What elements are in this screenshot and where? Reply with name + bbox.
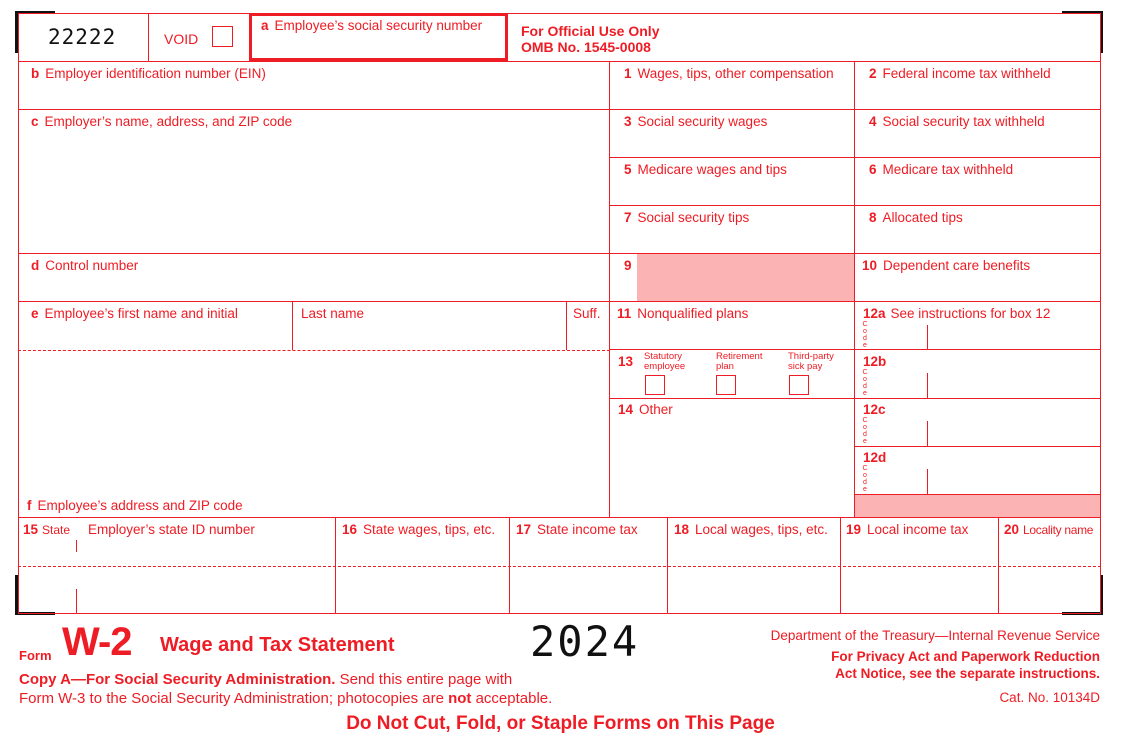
- box-d-text: Control number: [45, 258, 139, 273]
- box-3-text: Social security wages: [637, 114, 768, 129]
- box-12b-num: 12b: [863, 354, 887, 369]
- box-18-num: 18: [674, 522, 690, 537]
- box-7-num: 7: [624, 210, 632, 225]
- box-19-label: [846, 522, 968, 538]
- footer-copy-line2: [19, 690, 552, 707]
- box-f-text: Employee’s address and ZIP code: [37, 498, 243, 513]
- box-10-num: 10: [862, 258, 878, 273]
- omb-number: OMB No. 1545-0008: [521, 39, 651, 55]
- line-r12c: [854, 398, 1101, 399]
- box-12d-shade: [855, 495, 1100, 517]
- box-12a-code-label: C o d e: [862, 321, 868, 349]
- box-1-text: Wages, tips, other compensation: [637, 66, 834, 81]
- box-e-letter: e: [31, 306, 39, 321]
- box-15-num: 15: [23, 522, 39, 537]
- box-2-label: [869, 66, 1051, 82]
- box-5-text: Medicare wages and tips: [637, 162, 787, 177]
- box-a-text: Employee’s social security number: [274, 18, 483, 33]
- footer-privacy-line2: Act Notice, see the separate instructions.: [835, 666, 1100, 681]
- box-12d-code-label: C o d e: [862, 465, 868, 493]
- line-right-col: [854, 61, 855, 517]
- line-right: [1100, 13, 1101, 613]
- box-b-label: [31, 66, 266, 82]
- box-17-text: State income tax: [537, 522, 638, 537]
- line-d-bottom: [18, 301, 1101, 302]
- box-c-label: [31, 114, 292, 130]
- line-bottom: [18, 613, 1101, 614]
- box-20-label: [1004, 522, 1093, 538]
- box-18-label: [674, 522, 828, 538]
- box-9-num: 9: [624, 258, 632, 273]
- box-d-label: [31, 258, 138, 274]
- box-13-retirement-label: Retirement plan: [716, 351, 763, 372]
- footer-title: Wage and Tax Statement: [160, 634, 395, 656]
- footer-do-not-cut: Do Not Cut, Fold, or Staple Forms on This Page: [346, 713, 775, 734]
- box-12a-code-divider: [927, 325, 928, 349]
- box-9-label: [624, 258, 638, 274]
- box-12b-code-divider: [927, 373, 928, 398]
- footer-copy-not: not: [448, 690, 472, 707]
- box-11-num: 11: [617, 306, 632, 321]
- official-use-label: For Official Use Only: [521, 23, 660, 39]
- box-c-text: Employer’s name, address, and ZIP code: [44, 114, 293, 129]
- line-e-div2: [566, 301, 567, 350]
- box-16-text: State wages, tips, etc.: [363, 522, 496, 537]
- line-state-div-17: [509, 517, 510, 613]
- box-17-num: 17: [516, 522, 532, 537]
- box-10-label: [862, 258, 1030, 274]
- footer-form-name: W-2: [62, 620, 132, 664]
- box-12a-label: [863, 306, 1050, 322]
- line-state-div-20: [998, 517, 999, 613]
- box-b-letter: b: [31, 66, 40, 81]
- footer-cat-number: Cat. No. 10134D: [999, 690, 1100, 705]
- box-12b-code-label: C o d e: [862, 369, 868, 397]
- box-15-employer-id-label: Employer’s state ID number: [88, 522, 255, 537]
- footer-copy-line1: [19, 671, 512, 688]
- box-c-letter: c: [31, 114, 39, 129]
- box-2-num: 2: [869, 66, 877, 81]
- line-top: [18, 13, 1101, 14]
- line-f-bottom: [18, 517, 1101, 518]
- line-header-div1: [148, 13, 149, 61]
- box-16-num: 16: [342, 522, 358, 537]
- footer-privacy-line1: For Privacy Act and Paperwork Reduction: [831, 649, 1100, 664]
- line-state-div-15b: [76, 589, 77, 613]
- box-2-text: Federal income tax withheld: [882, 66, 1051, 81]
- line-state-div-15a: [76, 540, 77, 552]
- line-b-bottom: [18, 109, 1101, 110]
- box-8-num: 8: [869, 210, 877, 225]
- box-12d-label: [863, 450, 892, 466]
- box-14-text: Other: [639, 402, 673, 417]
- line-state-dashed: [18, 566, 1101, 567]
- box-13-retirement-checkbox[interactable]: [716, 375, 736, 395]
- box-14-label: [618, 402, 673, 418]
- box-12c-code-divider: [927, 421, 928, 446]
- box-17-label: [516, 522, 638, 538]
- box-4-text: Social security tax withheld: [882, 114, 1045, 129]
- box-e-suff-label: Suff.: [573, 306, 601, 321]
- box-9-shade: [637, 254, 854, 301]
- box-8-label: [869, 210, 963, 226]
- line-header-bottom: [18, 61, 1101, 62]
- box-12c-label: [863, 402, 892, 418]
- box-4-num: 4: [869, 114, 877, 129]
- box-1-num: 1: [624, 66, 632, 81]
- box-8-text: Allocated tips: [882, 210, 963, 225]
- footer-year: 2024: [530, 617, 640, 666]
- box-3-num: 3: [624, 114, 632, 129]
- line-c-bottom: [18, 253, 610, 254]
- box-e-text: Employee’s first name and initial: [44, 306, 238, 321]
- line-state-div-18: [667, 517, 668, 613]
- box-f-letter: f: [27, 498, 32, 513]
- box-e-first-label: [31, 306, 238, 322]
- box-6-label: [869, 162, 1013, 178]
- footer-form-word: Form: [19, 648, 52, 663]
- box-11-text: Nonqualified plans: [637, 306, 749, 321]
- box-10-text: Dependent care benefits: [883, 258, 1031, 273]
- box-5-num: 5: [624, 162, 632, 177]
- line-r5: [609, 205, 1101, 206]
- box-6-num: 6: [869, 162, 877, 177]
- line-state-div-16: [335, 517, 336, 613]
- box-15-text: State: [42, 523, 71, 537]
- box-13-thirdparty-label: Third-party sick pay: [788, 351, 834, 372]
- box-6-text: Medicare tax withheld: [882, 162, 1014, 177]
- box-12d-code-divider: [927, 469, 928, 494]
- line-state-div-19: [840, 517, 841, 613]
- box-13-statutory-checkbox[interactable]: [645, 375, 665, 395]
- footer-copy-bold: Copy A—For Social Security Administration.: [19, 671, 336, 688]
- void-checkbox[interactable]: [212, 26, 233, 47]
- form-code: 22222: [48, 25, 117, 49]
- box-3-label: [624, 114, 767, 130]
- box-1-label: [624, 66, 834, 82]
- box-12c-code-label: C o d e: [862, 417, 868, 445]
- box-12b-label: [863, 354, 892, 370]
- box-a-letter: a: [261, 18, 269, 33]
- line-r13: [609, 398, 854, 399]
- box-19-num: 19: [846, 522, 862, 537]
- footer-copy-rest: Send this entire page with: [335, 671, 513, 688]
- line-mid: [609, 61, 610, 517]
- box-12d-num: 12d: [863, 450, 887, 465]
- line-r3: [609, 157, 1101, 158]
- box-a-label: [261, 18, 482, 34]
- line-left: [18, 13, 19, 613]
- box-20-text: Locality name: [1023, 523, 1094, 537]
- box-15-label: [23, 522, 70, 538]
- box-16-label: [342, 522, 495, 538]
- footer-dept: Department of the Treasury—Internal Revenue Service: [770, 628, 1100, 643]
- box-5-label: [624, 162, 787, 178]
- box-13-thirdparty-checkbox[interactable]: [789, 375, 809, 395]
- box-7-text: Social security tips: [637, 210, 750, 225]
- box-20-num: 20: [1004, 522, 1020, 537]
- box-13-num: 13: [618, 354, 634, 369]
- box-f-label: [27, 498, 243, 514]
- box-14-num: 14: [618, 402, 634, 417]
- void-label: VOID: [164, 31, 199, 47]
- box-e-last-label: Last name: [301, 306, 365, 321]
- box-11-label: [617, 306, 748, 322]
- box-4-label: [869, 114, 1045, 130]
- box-b-text: Employer identification number (EIN): [45, 66, 266, 81]
- footer-copy-line2a: Form W-3 to the Social Security Administration; photocopies are: [19, 690, 449, 707]
- line-r12d: [854, 446, 1101, 447]
- box-12a-text: See instructions for box 12: [890, 306, 1051, 321]
- line-e-div1: [292, 301, 293, 350]
- box-12a-num: 12a: [863, 306, 886, 321]
- box-19-text: Local income tax: [867, 522, 969, 537]
- box-18-text: Local wages, tips, etc.: [695, 522, 828, 537]
- line-e-dashed: [18, 350, 610, 351]
- box-7-label: [624, 210, 749, 226]
- box-12c-num: 12c: [863, 402, 886, 417]
- box-13-statutory-label: Statutory employee: [644, 351, 686, 372]
- footer-copy-line2b: acceptable.: [471, 690, 553, 707]
- line-r11: [609, 349, 1101, 350]
- box-d-letter: d: [31, 258, 40, 273]
